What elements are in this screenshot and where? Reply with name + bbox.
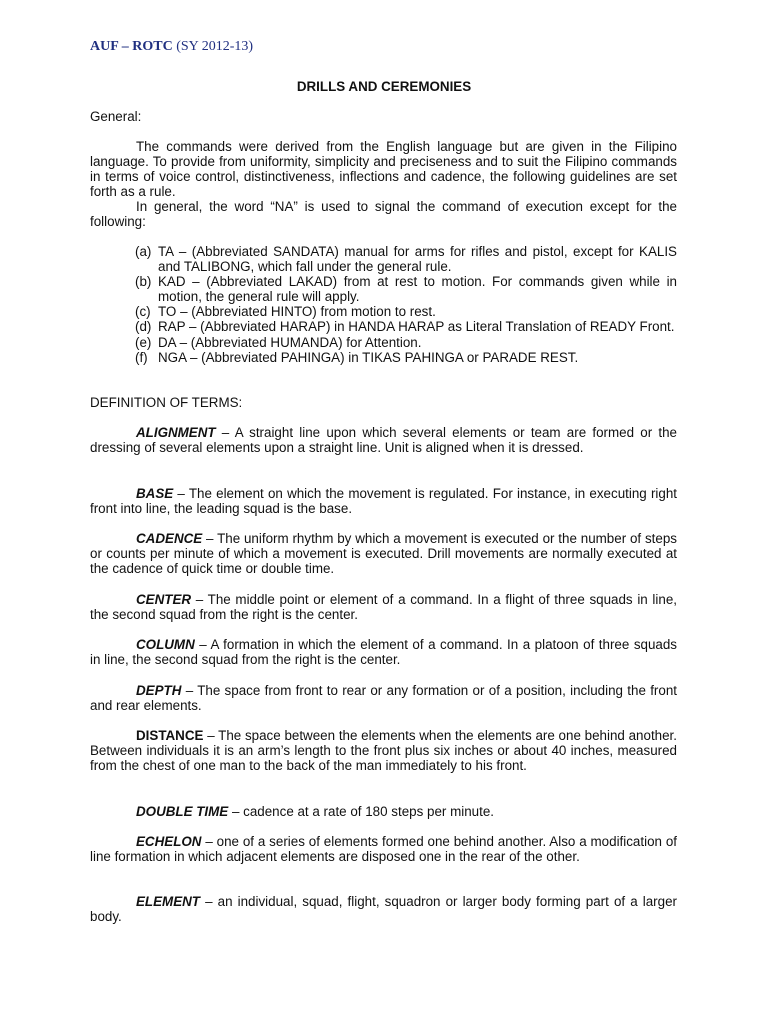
definition-distance	[90, 728, 677, 773]
term-definition: – The space from front to rear or any formation or of a position, including the front and rear elements.	[90, 683, 677, 714]
definitions-heading: DEFINITION OF TERMS:	[90, 395, 243, 410]
list-item-text: TO – (Abbreviated HINTO) from motion to rest.	[158, 304, 436, 320]
definition-column	[90, 637, 677, 667]
header-school-year: (SY 2012-13)	[176, 39, 254, 54]
list-item-marker: (a)	[135, 244, 152, 259]
list-item-marker: (e)	[135, 334, 152, 350]
term-definition: – one of a series of elements formed one behind another. Also a modification of line formation in which adjacent elements are disposed one in the rear of the other.	[90, 834, 677, 865]
document-title: DRILLS AND CEREMONIES	[296, 79, 472, 94]
document-header	[90, 39, 253, 54]
general-paragraph-1: The commands were derived from the English language but are given in the Filipino language. To provide from uniformity, simplicity and preciseness and to suit the Filipino commands in terms of voice control, distinctiveness, inflections and cadence, the following guidelines are set forth as a rule.	[90, 139, 677, 200]
term-definition: – The middle point or element of a command. In a flight of three squads in line, the second squad from the right is the center.	[90, 592, 677, 623]
definition-cadence	[90, 531, 677, 576]
term-definition: – A formation in which the element of a command. In a platoon of three squads in line, the second squad from the right is the center.	[90, 637, 677, 668]
list-item-marker: (c)	[135, 304, 151, 320]
header-org: AUF – ROTC	[90, 39, 173, 54]
general-paragraph-2: In general, the word “NA” is used to signal the command of execution except for the following:	[90, 199, 677, 230]
definition-echelon	[90, 834, 677, 864]
term-label: BASE	[136, 486, 174, 501]
term-label: DISTANCE	[136, 728, 204, 743]
list-item-marker: (f)	[135, 349, 148, 365]
list-item	[135, 335, 677, 350]
list-item	[135, 319, 677, 334]
exceptions-list	[135, 244, 677, 365]
definition-double-time	[90, 804, 677, 819]
list-item-text: KAD – (Abbreviated LAKAD) from at rest to motion. For commands given while in motion, the general rule will apply.	[158, 274, 677, 305]
term-label: ELEMENT	[136, 894, 200, 909]
list-item	[135, 304, 677, 319]
term-label: COLUMN	[136, 637, 195, 652]
list-item-text: NGA – (Abbreviated PAHINGA) in TIKAS PAHINGA or PARADE REST.	[158, 349, 579, 365]
definition-base	[90, 486, 677, 516]
term-definition: – The space between the elements when the elements are one behind another. Between individuals it is an arm’s length to the front plus six inches or about 40 inches, measured from the chest of one man to the back of the man immediately to his front.	[90, 728, 677, 774]
term-definition: – an individual, squad, flight, squadron or larger body forming part of a larger body.	[90, 894, 677, 925]
list-item-marker: (d)	[135, 319, 152, 335]
definition-element	[90, 894, 677, 924]
list-item-text: TA – (Abbreviated SANDATA) manual for arms for rifles and pistol, except for KALIS and TALIBONG, which fall under the general rule.	[158, 244, 677, 275]
term-label: ALIGNMENT	[136, 425, 216, 440]
list-item-marker: (b)	[135, 274, 152, 290]
definition-depth	[90, 683, 677, 713]
term-definition: – A straight line upon which several elements or team are formed or the dressing of several elements upon a straight line. Unit is aligned when it is dressed.	[90, 425, 677, 456]
term-label: CENTER	[136, 592, 192, 607]
list-item	[135, 350, 677, 365]
list-item-text: RAP – (Abbreviated HARAP) in HANDA HARAP as Literal Translation of READY Front.	[158, 319, 675, 335]
definition-alignment	[90, 425, 677, 455]
term-label: DEPTH	[136, 683, 182, 698]
term-definition: – cadence at a rate of 180 steps per minute.	[228, 804, 494, 819]
definition-center	[90, 592, 677, 622]
term-label: ECHELON	[136, 834, 202, 849]
list-item-text: DA – (Abbreviated HUMANDA) for Attention.	[158, 334, 422, 350]
list-item	[135, 244, 677, 274]
term-definition: – The uniform rhythm by which a movement is executed or the number of steps or counts per minute of which a movement is executed. Drill movements are normally executed at the cadence of quick time or double time.	[90, 531, 677, 577]
general-heading: General:	[90, 109, 142, 124]
term-label: DOUBLE TIME	[136, 804, 229, 819]
list-item	[135, 274, 677, 304]
term-label: CADENCE	[136, 531, 203, 546]
term-definition: – The element on which the movement is regulated. For instance, in executing right front into line, the leading squad is the base.	[90, 486, 677, 517]
